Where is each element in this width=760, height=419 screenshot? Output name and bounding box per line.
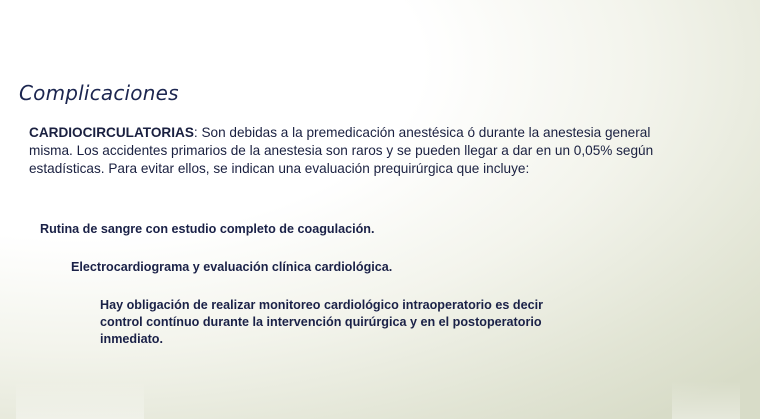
- decorative-strip-left: [16, 381, 144, 419]
- list-item-monitoring: Hay obligación de realizar monitoreo cardiológico intraoperatorio es decir control contínuo durante la intervención quirúrgica y en el postoperatorio inmediato.: [100, 298, 543, 346]
- decorative-strip-right: [672, 381, 740, 419]
- list-item-ecg: Electrocardiograma y evaluación clínica cardiológica.: [71, 260, 393, 274]
- list-item-blood-test: Rutina de sangre con estudio completo de coagulación.: [40, 222, 375, 236]
- intro-lead: CARDIOCIRCULATORIAS: [29, 125, 194, 140]
- intro-text: : Son debidas a la premedicación anestésica ó durante la anestesia general misma. Los accidentes primarios de la anestesia son raros y se pueden llegar a dar en un 0,05% según estadísticas. Para evitar ellos, se indican una evaluación prequirúrgica que incluye:: [29, 125, 654, 176]
- intro-paragraph: [29, 124, 689, 178]
- slide-title: Complicaciones: [19, 81, 179, 105]
